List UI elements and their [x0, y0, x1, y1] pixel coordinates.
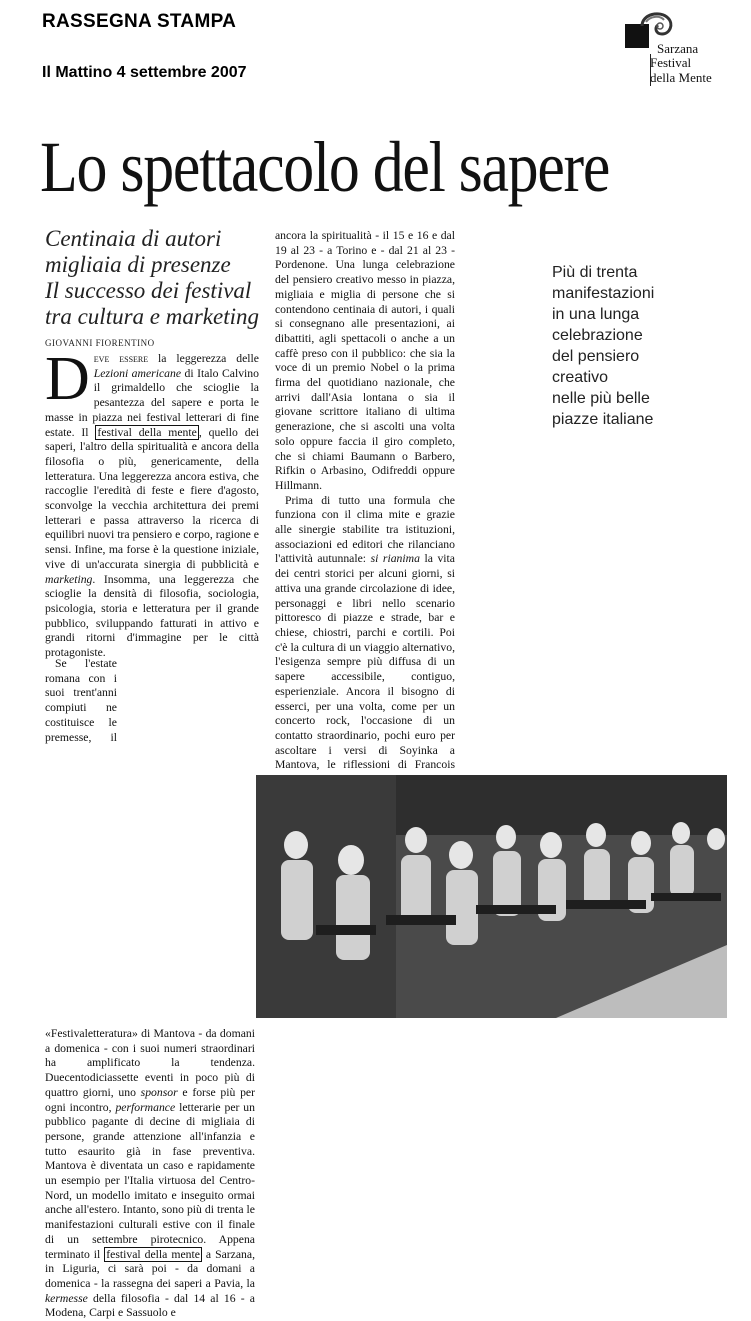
subheadline: [45, 226, 280, 330]
byline: GIOVANNI FIORENTINO: [45, 338, 155, 348]
emphasis: marketing: [45, 572, 93, 586]
pull-quote-line: nelle più belle: [552, 390, 650, 407]
audience-photo: [256, 775, 727, 1018]
text-run: e forse più per ogni incontro,: [45, 1085, 255, 1114]
photo-illustration: [256, 775, 727, 1018]
lead-words: eve essere: [93, 352, 149, 365]
logo-line2: Festival: [650, 55, 692, 70]
drop-cap: D: [45, 345, 90, 413]
pull-quote: [552, 262, 732, 430]
text-run: letterarie per un pubblico pagante di decine di migliaia di persone, grande attenzione all'infanzia e tutto esaurito già in fase preventiva. Mantova è diventata un caso e rapidamente un esempio per l'Italia virtuosa del Centro-Nord, un modello imitato e inseguito ormai anche all'estero. Intanto, sono più di trenta le manifestazioni culturali estive con il finale di un settembre pirotecnico. Appena terminato il: [45, 1100, 255, 1261]
paragraph: [45, 345, 260, 661]
pull-quote-line: piazze italiane: [552, 411, 654, 428]
headline: Lo spettacolo del sapere: [40, 127, 610, 207]
pull-quote-line: del pensiero: [552, 348, 640, 365]
section-title: RASSEGNA STAMPA: [42, 11, 237, 32]
logo-line3: della Mente: [650, 70, 712, 85]
paragraph: ancora la spiritualità - il 15 e 16 e dal 19 al 23 - a Torino e - dal 21 al 23 - Pordenone. Una lunga celebrazione del pensiero creativo messo in piazza, migliaia e miglia di persone che si contendono centinaia di autori, i quali si consegnano alle presentazioni, ai dibattiti, agli spettacoli o anche a un caffè preso con il pubblico: che sia la voce di un premio Nobel o la prima firma del quotidiano nazionale, che arrivi dall'Asia lontana o sia il giovane scrittore italiano di ultima generazione, che si ascolti una volta solo oppure faccia il giro completo, che si chiami Baumann o Barbero, Rifkin o Arbasino, Odifreddi oppure Hillmann.: [275, 229, 455, 492]
pull-quote-line: manifestazioni: [552, 285, 655, 302]
text-run: a Sarzana, in Liguria, ci sarà poi - da domani a domenica - la rassegna dei saperi a Pavia, la: [45, 1247, 255, 1290]
highlighted-term: festival della mente: [106, 1247, 200, 1261]
text-run: di Italo Calvino il grimaldello che scioglie la pesantezza del sapere e porta le masse in piazza nei festival letterari di fine estate. Il: [45, 366, 259, 439]
emphasis: si rianima: [370, 552, 420, 566]
logo-line1: Sarzana: [657, 41, 699, 56]
column-1: [45, 345, 260, 661]
column-1-continued: [45, 657, 255, 1321]
pull-quote-line: Più di trenta: [552, 264, 638, 281]
subhead-line: tra cultura e marketing: [45, 304, 259, 329]
highlighted-term: festival della mente: [97, 425, 197, 439]
emphasis: performance: [115, 1100, 176, 1114]
photo-wrap-space: [125, 657, 255, 1027]
emphasis: sponsor: [140, 1085, 178, 1099]
pull-quote-line: celebrazione: [552, 327, 643, 344]
text-run: della filosofia - dal 14 al 16 - a Modena, Carpi e Sassuolo e: [45, 1291, 255, 1320]
text-run: Se l'estate romana con i suoi trent'anni compiuti ne costituisce le premesse, il «Festivaletteratura» di Mantova - da domani a domenica - con i suoi numeri straordinari ha amplificato la tendenza. Duecentodiciassette eventi in poco più di quattro giorni, uno: [45, 657, 255, 1099]
emphasis: kermesse: [45, 1291, 88, 1305]
emphasis: Lezioni americane: [93, 366, 182, 380]
pull-quote-line: in una lunga: [552, 306, 640, 323]
text-run: la leggerezza delle: [148, 352, 259, 365]
pull-quote-line: creativo: [552, 369, 609, 386]
text-run: Prima di tutto una formula che funziona con il clima mite e grazie alle sinergie stabilite tra istituzioni, associazioni ed editori che rilanciano l'attività autunnale:: [275, 493, 455, 566]
text-run: , quello dei saperi, l'altro della spiritualità e ancora della filosofia o più, genericamente, della letteratura. Una leggerezza ancora estiva, che raccoglie l'eredità di feste e fiere d'agosto, sconvolge la vecchia architettura dei premi letterari e passa attraverso la ricerca di equilibri nuovi tra pensiero e corpo, ragione e sensi. Infine, ma forse è la questione iniziale, vive di un'accurata sinergia di pubblicità e: [45, 425, 260, 571]
festival-logo: [620, 6, 740, 86]
subhead-line: migliaia di presenze: [45, 252, 231, 277]
source-date: Il Mattino 4 settembre 2007: [42, 64, 247, 81]
subhead-line: Il successo dei festival: [45, 278, 252, 303]
text-run: la vita dei centri storici per alcuni giorni, si attiva una grande circolazione di idee, personaggi e libri nello scenario pittoresco di piazze e strade, bar e chiese, chiostri, parchi e cortili. Poi c'è la cultura di un viaggio alternativo, l'esigenza sempre più diffusa di un sapere accessibile, contiguo, esperienziale. Ancora il bisogno di esserci, per una volta, come per un concerto rock, l'occasione di un contatto straordinario, pochi euro per ascoltare i versi di Soyinka a Mantova, le riflessioni di Francois: [275, 552, 455, 772]
text-run: . Insomma, una leggerezza che scioglie la densità di filosofia, sociologia, psicologia, storia e letteratura per il grande pubblico, sviluppando fatturati in attivo e grandi ritorni d'immagine per le città protagoniste.: [45, 572, 259, 660]
subhead-line: Centinaia di autori: [45, 226, 222, 251]
